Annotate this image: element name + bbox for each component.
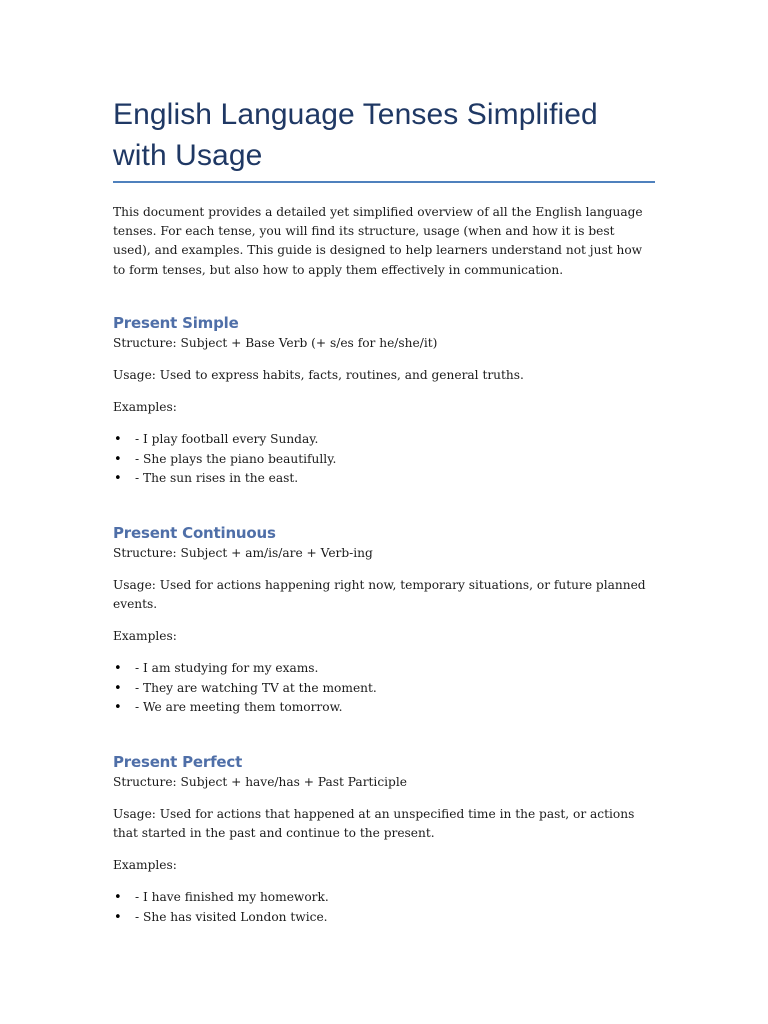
list-item — [113, 888, 655, 907]
usage-text: Usage: Used for actions happening right now, temporary situations, or future planned events. — [113, 577, 646, 612]
example-text: - They are watching TV at the moment. — [135, 680, 377, 695]
section-heading: Present Continuous — [113, 523, 276, 542]
bullet-icon: • — [114, 661, 122, 677]
example-text: - We are meeting them tomorrow. — [135, 700, 343, 715]
usage-text: Usage: Used to express habits, facts, routines, and general truths. — [113, 368, 524, 383]
list-item — [113, 659, 655, 678]
examples-list — [113, 430, 655, 488]
bullet-icon: • — [114, 451, 122, 467]
section-present-simple — [113, 312, 655, 489]
title-divider — [113, 181, 655, 183]
section-present-continuous — [113, 522, 655, 718]
structure-text: Structure: Subject + have/has + Past Participle — [113, 774, 407, 789]
intro-paragraph: This document provides a detailed yet simplified overview of all the English language tenses. For each tense, you will find its structure, usage (when and how it is best used), and examples. This guide is designed to help learners understand not just how to form tenses, but also how to apply them effectively in communication. — [113, 205, 643, 277]
section-heading: Present Simple — [113, 313, 239, 332]
list-item — [113, 430, 655, 449]
document-title: English Language Tenses Simplified with Usage — [113, 98, 598, 172]
example-text: - I play football every Sunday. — [135, 432, 319, 447]
examples-label: Examples: — [113, 858, 177, 873]
examples-label: Examples: — [113, 400, 177, 415]
list-item — [113, 450, 655, 469]
list-item — [113, 469, 655, 488]
list-item — [113, 679, 655, 698]
document-page — [113, 0, 655, 927]
example-text: - I am studying for my exams. — [135, 661, 319, 676]
bullet-icon: • — [114, 680, 122, 696]
bullet-icon: • — [114, 432, 122, 448]
structure-text: Structure: Subject + Base Verb (+ s/es for he/she/it) — [113, 335, 438, 350]
bullet-icon: • — [114, 909, 122, 925]
bullet-icon: • — [114, 890, 122, 906]
bullet-icon: • — [114, 471, 122, 487]
section-present-perfect — [113, 751, 655, 928]
example-text: - She has visited London twice. — [135, 909, 328, 924]
usage-text: Usage: Used for actions that happened at an unspecified time in the past, or actions that started in the past and continue to the present. — [113, 806, 635, 841]
section-heading: Present Perfect — [113, 752, 243, 771]
example-text: - The sun rises in the east. — [135, 471, 299, 486]
examples-list — [113, 888, 655, 927]
list-item — [113, 908, 655, 927]
examples-label: Examples: — [113, 629, 177, 644]
bullet-icon: • — [114, 700, 122, 716]
example-text: - She plays the piano beautifully. — [135, 451, 337, 466]
examples-list — [113, 659, 655, 717]
list-item — [113, 698, 655, 717]
structure-text: Structure: Subject + am/is/are + Verb-ing — [113, 545, 373, 560]
example-text: - I have finished my homework. — [135, 890, 329, 905]
